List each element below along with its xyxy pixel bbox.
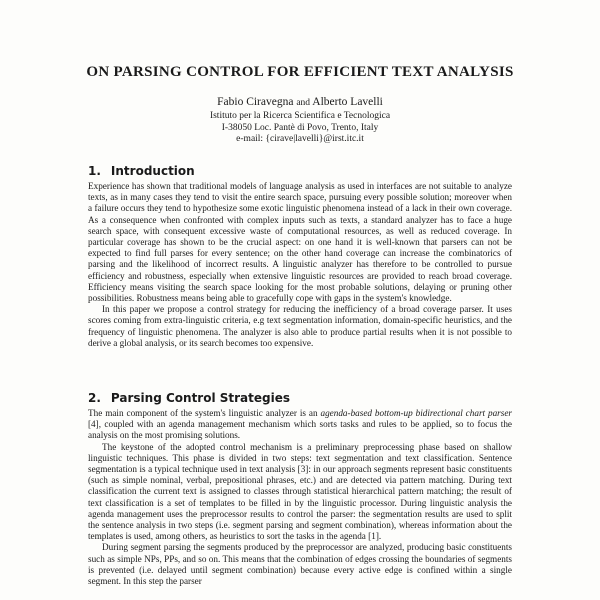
author-and: and (296, 98, 311, 108)
emphasized-term: agenda-based bottom-up bidirectional chart parser (320, 408, 512, 418)
affiliation-address: I-38050 Loc. Pantè di Povo, Trento, Italy (221, 122, 379, 133)
affiliation-email: e-mail: {cirave|lavelli}@irst.itc.it (236, 134, 364, 144)
author-second: Alberto Lavelli (312, 96, 383, 108)
paragraph-text: The main component of the system's linguistic analyzer is an (88, 408, 321, 418)
author-first: Fabio Ciravegna (217, 96, 294, 108)
paragraph: In this paper we propose a control strategy for reducing the inefficiency of a broad coverage parser. It uses scores coming from extra-linguistic criteria, e.g text segmentation information, domain-specific heuristics, and the frequency of linguistic phenomena. The analyzer is also able to produce partial results when it is not possible to derive a global analysis, or its search becomes too expensive. (88, 304, 512, 348)
section-title: Introduction (110, 164, 195, 178)
paragraph-text: [4], coupled with an agenda management mechanism which sorts tasks and rules to be applied, so to focus the analysis on the most promising solutions. (88, 419, 512, 441)
parsing-control-body (88, 408, 512, 587)
section-number: 2. (88, 391, 101, 405)
paragraph: Experience has shown that traditional models of language analysis as used in interfaces are not suitable to analyze texts, as in many cases they tend to visit the entire search space, pursuing every possible solution; moreover when a failure occurs they tend to hypothesize some exotic linguistic phenomena instead of a lack in their own coverage. As a consequence when confronted with complex inputs such as texts, a standard analyzer has to face a huge search space, with consequent excessive waste of computational resources, as well as reduced coverage. In particular coverage has shown to be the crucial aspect: on one hand it is well-known that parsers can not be expected to find full parses for every sentence; on the other hand coverage can increase the combinatorics of parsing and the likelihood of incorrect results. A linguistic analyzer has therefore to be controlled to pursue efficiency and robustness, especially when extensive linguistic resources are provided to reach broad coverage. Efficiency means visiting the search space looking for the most probable solutions, delaying or pruning other possibilities. Robustness means being able to gracefully cope with gaps in the system's knowledge. (88, 181, 512, 304)
section-title: Parsing Control Strategies (110, 391, 291, 405)
author-names (0, 95, 600, 111)
section-heading-parsing-control (88, 391, 290, 405)
paper-title: ON PARSING CONTROL FOR EFFICIENT TEXT ANALYSIS (86, 64, 514, 80)
section-number: 1. (88, 164, 101, 178)
paragraph: During segment parsing the segments produced by the preprocessor are analyzed, producing basic constituents such as simple NPs, PPs, and so on. This means that the combination of edges crossing the boundaries of segments is prevented (i.e. delayed until segment combination) because every active edge is confined within a single segment. In this step the parser (88, 542, 512, 587)
affiliation-institute: Istituto per la Ricerca Scientifica e Tecnologica (209, 111, 391, 121)
paragraph (88, 408, 512, 442)
paragraph: The keystone of the adopted control mechanism is a preliminary preprocessing phase based on shallow linguistic techniques. This phase is divided in two steps: text segmentation and text classification. Sentence segmentation is a typical technique used in text analysis [3]: in our approach segments represent basic constituents (such as simple nominal, verbal, prepositional phrases, etc.) and are detected via pattern matching. During text classification the current text is assigned to classes through statistical hierarchical pattern matching; the result of text classification is a set of templates to be filled in by the linguistic processor. During linguistic analysis the agenda management uses the preprocessor results to control the parser: the segmentation results are used to split the sentence analysis in two steps (i.e. segment parsing and segment combination), whereas information about the templates is used, among others, as heuristics to sort the tasks in the agenda [1]. (88, 441, 512, 542)
author-block (0, 95, 600, 146)
introduction-body (88, 181, 512, 349)
section-heading-introduction (88, 164, 195, 178)
